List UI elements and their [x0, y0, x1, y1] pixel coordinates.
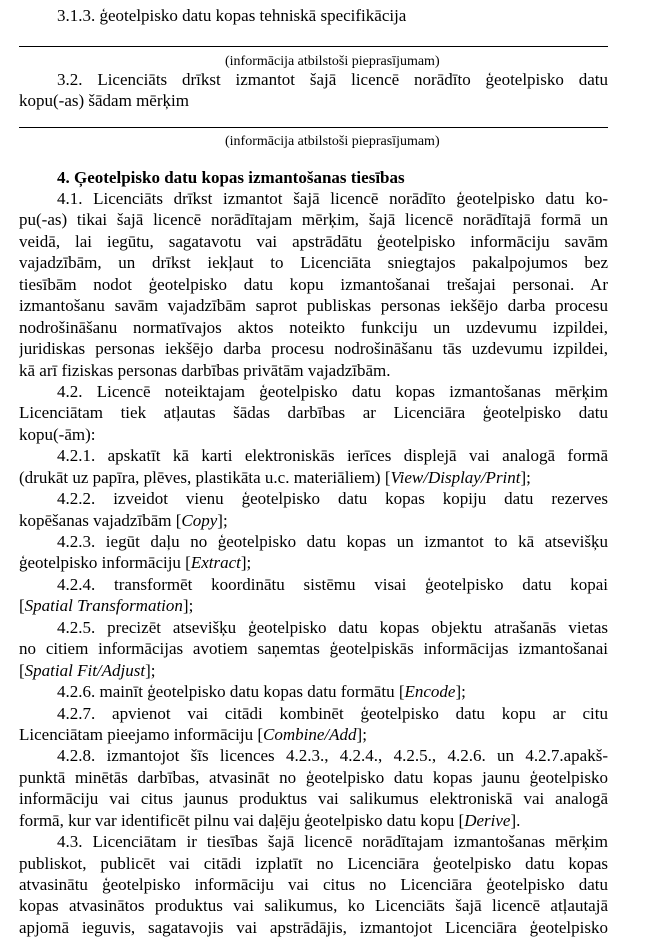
fill-in-line-1: [19, 46, 608, 47]
paragraph-4-line-1: ģeotelpisko informāciju [Extract];: [19, 553, 252, 573]
paragraph-9-line-0: 4.2.8. izmantojot šīs licences 4.2.3., 4.2.4., 4.2.5., 4.2.6. un 4.2.7.apakš-: [57, 746, 608, 766]
paragraph-0-line-2: veidā, lai iegūtu, sagatavotu vai apstrādātu ģeotelpisko informāciju savām: [19, 231, 608, 251]
paragraph-3-line-1: kopēšanas vajadzībām [Copy];: [19, 510, 228, 530]
paragraph-0-line-0: 4.1. Licenciāts drīkst izmantot šajā licencē norādīto ģeotelpisko datu ko-: [57, 189, 608, 208]
paragraph-9-line-3: formā, kur var identificēt pilnu vai daļēju ģeotelpisko datu kopu [Derive].: [19, 810, 521, 830]
paragraph-0-line-6: nodrošināšanu normatīvajos aktos noteikto funkciju un uzdevumu izpildei,: [19, 317, 608, 337]
paragraph-6-line-0: 4.2.5. precizēt atsevišķu ģeotelpisko datu kopas objektu atrašanās vietas: [57, 617, 608, 637]
paragraph-0-line-8: kā arī fiziskas personas darbības privātām vajadzībām.: [19, 360, 391, 380]
paragraph-6-line-1: no citiem informācijas avotiem saņemtas ģeotelpiskās informācijas izmantošanai: [19, 639, 608, 659]
term: Copy: [181, 510, 218, 530]
paragraph-10-line-1: publiskot, publicēt vai citādi izplatīt no Licenciāra ģeotelpisko datu kopas: [19, 853, 608, 873]
term: Combine/Add: [263, 724, 357, 744]
term: Spatial Transformation: [24, 596, 183, 616]
paragraph-2-line-1: (drukāt uz papīra, plēves, plastikāta u.c. materiāliem) [View/Display/Print];: [19, 467, 531, 487]
paragraph-0-line-7: juridiskas personas iekšējo darba procesu nodrošināšanu tās uzdevumu izpildei,: [19, 339, 608, 359]
item-3-1-3: 3.1.3. ģeotelpisko datu kopas tehniskā specifikācija: [57, 6, 407, 25]
term: View/Display/Print: [390, 467, 521, 487]
term: Extract: [190, 553, 241, 573]
paragraph-10-line-2: atvasinātu ģeotelpisko informāciju vai citus no Licenciāra ģeotelpisko datu: [19, 875, 608, 894]
paragraph-1-line-0: 4.2. Licencē noteiktajam ģeotelpisko datu kopas izmantošanas mērķim: [57, 381, 608, 401]
term: Spatial Fit/Adjust: [24, 660, 146, 680]
caption-2: (informācija atbilstoši pieprasījumam): [225, 134, 440, 149]
section-4-heading: 4. Ģeotelpisko datu kopas izmantošanas tiesības: [57, 168, 405, 187]
paragraph-9-line-1: punktā minētās darbības, atvasināt no ģeotelpisko datu kopas jaunu ģeotelpisko: [19, 767, 608, 787]
paragraph-7-line-0: 4.2.6. mainīt ģeotelpisko datu kopas datu formātu [Encode];: [57, 682, 466, 702]
paragraph-1-line-2: kopu(-ām):: [19, 424, 96, 444]
paragraph-6-line-2: [Spatial Fit/Adjust];: [19, 660, 156, 680]
paragraph-1-line-1: Licenciātam tiek atļautas šādas darbības ar Licenciāra ģeotelpisko datu: [19, 403, 608, 423]
paragraph-8-line-0: 4.2.7. apvienot vai citādi kombinēt ģeotelpisko datu kopu ar citu: [57, 703, 608, 723]
section-4-body: [0, 188, 645, 938]
paragraph-0-line-5: izmantošanu savām vajadzībām saprot publiskas personas iekšējo darba procesu: [19, 296, 608, 316]
fill-in-line-2: [19, 127, 608, 128]
paragraph-8-line-1: Licenciātam pieejamo informāciju [Combine/Add];: [19, 724, 367, 744]
term: Derive: [464, 810, 511, 830]
paragraph-4-line-0: 4.2.3. iegūt daļu no ģeotelpisko datu kopas un izmantot to kā atsevišķu: [57, 532, 608, 551]
term: Encode: [404, 682, 456, 702]
paragraph-2-line-0: 4.2.1. apskatīt kā karti elektroniskās ierīces displejā vai analogā formā: [57, 446, 608, 466]
paragraph-10-line-4: apjomā ieguvis, sagatavojis vai apstrādājis, izmantojot Licenciāra ģeotelpisko: [19, 917, 608, 937]
paragraph-9-line-2: informāciju vai citus jaunus produktus vai salikumus elektroniskā vai analogā: [19, 789, 608, 809]
paragraph-5-line-0: 4.2.4. transformēt koordinātu sistēmu visai ģeotelpisko datu kopai: [57, 574, 608, 594]
paragraph-0-line-1: pu(-as) tikai šajā licencē norādītajam mērķim, šajā licencē norādītajā formā un: [19, 210, 608, 230]
paragraph-0-line-3: vajadzībām, un drīkst iekļaut to Licenciāta sniegtajos pakalpojumos bez: [19, 253, 608, 273]
item-3-2-line-1: 3.2. Licenciāts drīkst izmantot šajā licencē norādīto ģeotelpisko datu: [57, 70, 608, 89]
paragraph-0-line-4: tiesībām nodot ģeotelpisko datu kopu izmantošanai trešajai personai. Ar: [19, 274, 608, 294]
paragraph-10-line-0: 4.3. Licenciātam ir tiesības šajā licencē norādītajam izmantošanas mērķim: [57, 832, 608, 852]
caption-1: (informācija atbilstoši pieprasījumam): [225, 54, 440, 69]
paragraph-3-line-0: 4.2.2. izveidot vienu ģeotelpisko datu kopas kopiju datu rezerves: [57, 489, 608, 509]
paragraph-5-line-1: [Spatial Transformation];: [19, 596, 194, 616]
item-3-2-line-2: kopu(-as) šādam mērķim: [19, 91, 189, 110]
paragraph-10-line-3: kopas atvasinātos produktus vai salikumus, ko Licenciāts šajā licencē atļautajā: [19, 896, 608, 916]
